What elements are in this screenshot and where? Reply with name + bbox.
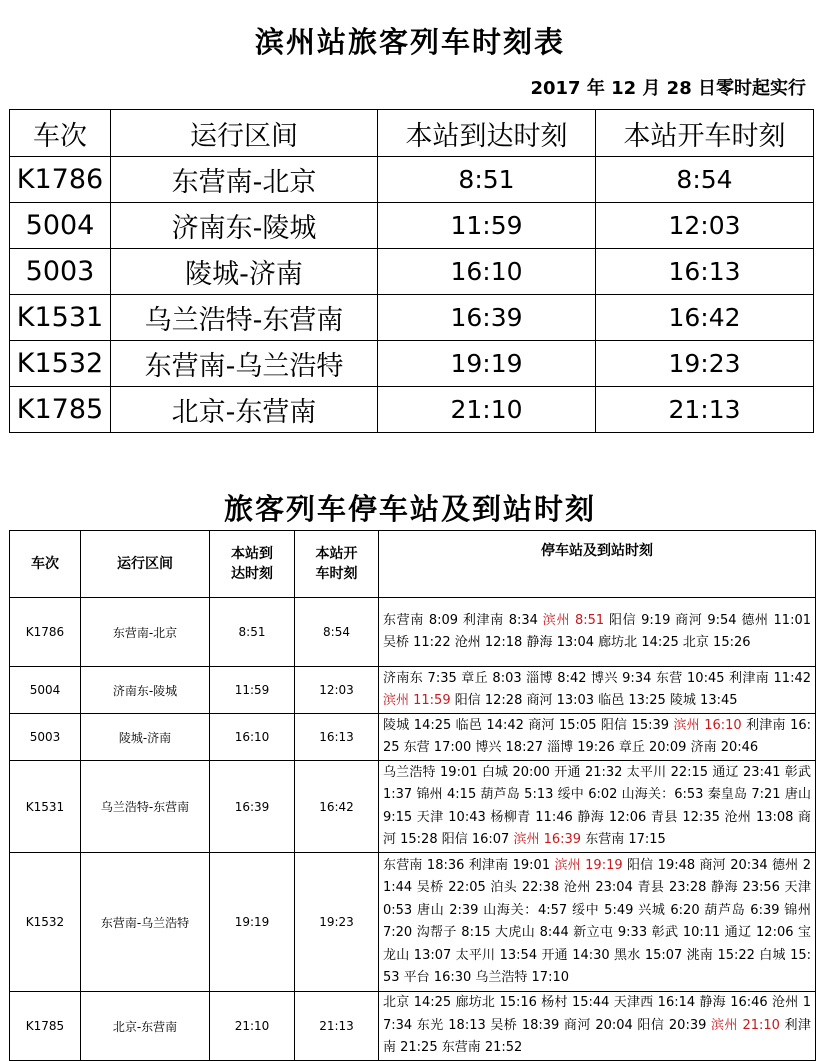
arrive-time: 16:10 — [378, 249, 596, 295]
header-route: 运行区间 — [111, 110, 378, 157]
stops-header-arrive-line2: 达时刻 — [231, 566, 273, 582]
arrive-time: 8:51 — [378, 157, 596, 203]
stops-after: 阳信 12:28 商河 13:03 临邑 13:25 陵城 13:45 — [450, 693, 738, 708]
depart-time: 21:13 — [596, 387, 814, 433]
arrive-time: 16:39 — [378, 295, 596, 341]
stops-after: 东营南 17:15 — [581, 832, 666, 847]
stops-header-route: 运行区间 — [81, 531, 210, 598]
arrive-time: 16:10 — [210, 714, 295, 761]
stop-list — [379, 761, 816, 853]
arrive-time: 8:51 — [210, 598, 295, 667]
stops-row — [10, 667, 816, 714]
stops-before: 济南东 7:35 章丘 8:03 淄博 8:42 博兴 9:34 东营 10:45 利津南 11:42 — [383, 670, 811, 686]
train-code: 5003 — [10, 714, 81, 761]
route: 北京-东营南 — [111, 387, 378, 433]
timetable-row — [10, 387, 814, 433]
timetable-table — [9, 109, 814, 433]
stops-header-depart-line2: 车时刻 — [315, 566, 358, 582]
route: 陵城-济南 — [111, 249, 378, 295]
route: 东营南-北京 — [81, 598, 210, 667]
stop-list — [379, 714, 816, 761]
timetable-row — [10, 295, 814, 341]
route: 东营南-乌兰浩特 — [81, 853, 210, 992]
stops-before: 陵城 14:25 临邑 14:42 商河 15:05 阳信 15:39 — [383, 717, 674, 733]
header-depart: 本站开车时刻 — [596, 110, 814, 157]
stops-row — [10, 853, 816, 992]
stops-after: 利津南 21:25 东营南 21:52 — [383, 1017, 811, 1056]
header-train: 车次 — [10, 110, 111, 157]
arrive-time: 19:19 — [210, 853, 295, 992]
stops-row — [10, 992, 816, 1061]
route: 乌兰浩特-东营南 — [111, 295, 378, 341]
route: 济南东-陵城 — [81, 667, 210, 714]
stops-before: 乌兰浩特 19:01 白城 20:00 开通 21:32 太平川 22:15 通辽 23:41 彰武 1:37 锦州 4:15 葫芦岛 5:13 绥中 6:02 山海关：6:53 秦皇岛 7:21 唐山 9:15 天津 10:43 杨柳青 11:46 静海 12:06 青县 12:35 沧州 13:08 商河 15:28 阳信 16:07 — [383, 764, 811, 847]
stops-row — [10, 598, 816, 667]
binzhou-stop-highlight: 滨州 21:10 — [710, 1017, 780, 1033]
stops-before: 北京 14:25 廊坊北 15:16 杨村 15:44 天津西 16:14 静海 16:46 沧州 17:34 东光 18:13 吴桥 18:39 商河 20:04 阳信 20:39 — [383, 995, 811, 1033]
arrive-time: 16:39 — [210, 761, 295, 853]
route: 东营南-乌兰浩特 — [111, 341, 378, 387]
depart-time: 12:03 — [295, 667, 379, 714]
stop-list — [379, 667, 816, 714]
depart-time: 12:03 — [596, 203, 814, 249]
depart-time: 8:54 — [295, 598, 379, 667]
stops-row — [10, 714, 816, 761]
train-code: K1786 — [10, 157, 111, 203]
depart-time: 16:42 — [596, 295, 814, 341]
route: 陵城-济南 — [81, 714, 210, 761]
timetable-row — [10, 203, 814, 249]
stops-header-train: 车次 — [10, 531, 81, 598]
stops-before: 东营南 8:09 利津南 8:34 — [383, 612, 543, 628]
train-code: K1532 — [10, 341, 111, 387]
depart-time: 16:13 — [295, 714, 379, 761]
train-code: 5003 — [10, 249, 111, 295]
depart-time: 8:54 — [596, 157, 814, 203]
train-code: 5004 — [10, 667, 81, 714]
stops-title: 旅客列车停车站及到站时刻 — [223, 492, 596, 526]
timetable-header-row — [10, 110, 814, 157]
stop-list — [379, 598, 816, 667]
stops-header-stops: 停车站及到站时刻 — [379, 531, 816, 598]
train-code: K1786 — [10, 598, 81, 667]
stop-list — [379, 853, 816, 992]
stops-header-depart — [295, 531, 379, 598]
stops-after: 阳信 9:19 商河 9:54 德州 11:01 吴桥 11:22 沧州 12:18 静海 13:04 廊坊北 14:25 北京 15:26 — [383, 612, 812, 650]
stops-table — [9, 530, 816, 1061]
stops-header-arrive-line1: 本站到 — [231, 546, 273, 562]
header-arrive: 本站到达时刻 — [378, 110, 596, 157]
binzhou-stop-highlight: 滨州 16:10 — [673, 717, 742, 733]
binzhou-stop-highlight: 滨州 11:59 — [383, 693, 451, 708]
arrive-time: 11:59 — [210, 667, 295, 714]
train-code: 5004 — [10, 203, 111, 249]
timetable-row — [10, 341, 814, 387]
stops-before: 东营南 18:36 利津南 19:01 — [383, 857, 555, 873]
train-code: K1531 — [10, 295, 111, 341]
effective-date: 2017 年 12 月 28 日零时起实行 — [530, 78, 806, 99]
binzhou-stop-highlight: 滨州 8:51 — [542, 612, 605, 628]
depart-time: 16:42 — [295, 761, 379, 853]
stop-list — [379, 992, 816, 1061]
timetable-title: 滨州站旅客列车时刻表 — [254, 25, 565, 59]
stops-after: 利津南 16:25 东营 17:00 博兴 18:27 淄博 19:26 章丘 20:09 济南 20:46 — [383, 717, 811, 755]
timetable-row — [10, 249, 814, 295]
route: 乌兰浩特-东营南 — [81, 761, 210, 853]
stops-row — [10, 761, 816, 853]
train-code: K1531 — [10, 761, 81, 853]
binzhou-stop-highlight: 滨州 16:39 — [513, 832, 582, 847]
timetable-row — [10, 157, 814, 203]
arrive-time: 21:10 — [378, 387, 596, 433]
arrive-time: 21:10 — [210, 992, 295, 1061]
arrive-time: 19:19 — [378, 341, 596, 387]
depart-time: 21:13 — [295, 992, 379, 1061]
stops-header-depart-line1: 本站开 — [315, 546, 358, 562]
depart-time: 16:13 — [596, 249, 814, 295]
route: 北京-东营南 — [81, 992, 210, 1061]
stops-header-arrive — [210, 531, 295, 598]
stops-header-row — [10, 531, 816, 598]
depart-time: 19:23 — [596, 341, 814, 387]
train-code: K1785 — [10, 992, 81, 1061]
train-code: K1532 — [10, 853, 81, 992]
depart-time: 19:23 — [295, 853, 379, 992]
route: 济南东-陵城 — [111, 203, 378, 249]
route: 东营南-北京 — [111, 157, 378, 203]
arrive-time: 11:59 — [378, 203, 596, 249]
stops-after: 阳信 19:48 商河 20:34 德州 21:44 吴桥 22:05 泊头 22:38 沧州 23:04 青县 23:28 静海 23:56 天津 0:53 唐山 2:39 山海关：4:57 绥中 5:49 兴城 6:20 葫芦岛 6:39 锦州 7:20 沟帮子 8:15 大虎山 8:44 新立屯 9:33 彰武 10:11 通辽 12:06 宝龙山 13:07 太平川 13:54 开通 14:30 黑水 15:07 洮南 15:22 白城 15:53 平台 16:30 乌兰浩特 17:10 — [383, 857, 811, 985]
train-code: K1785 — [10, 387, 111, 433]
binzhou-stop-highlight: 滨州 19:19 — [554, 857, 623, 873]
